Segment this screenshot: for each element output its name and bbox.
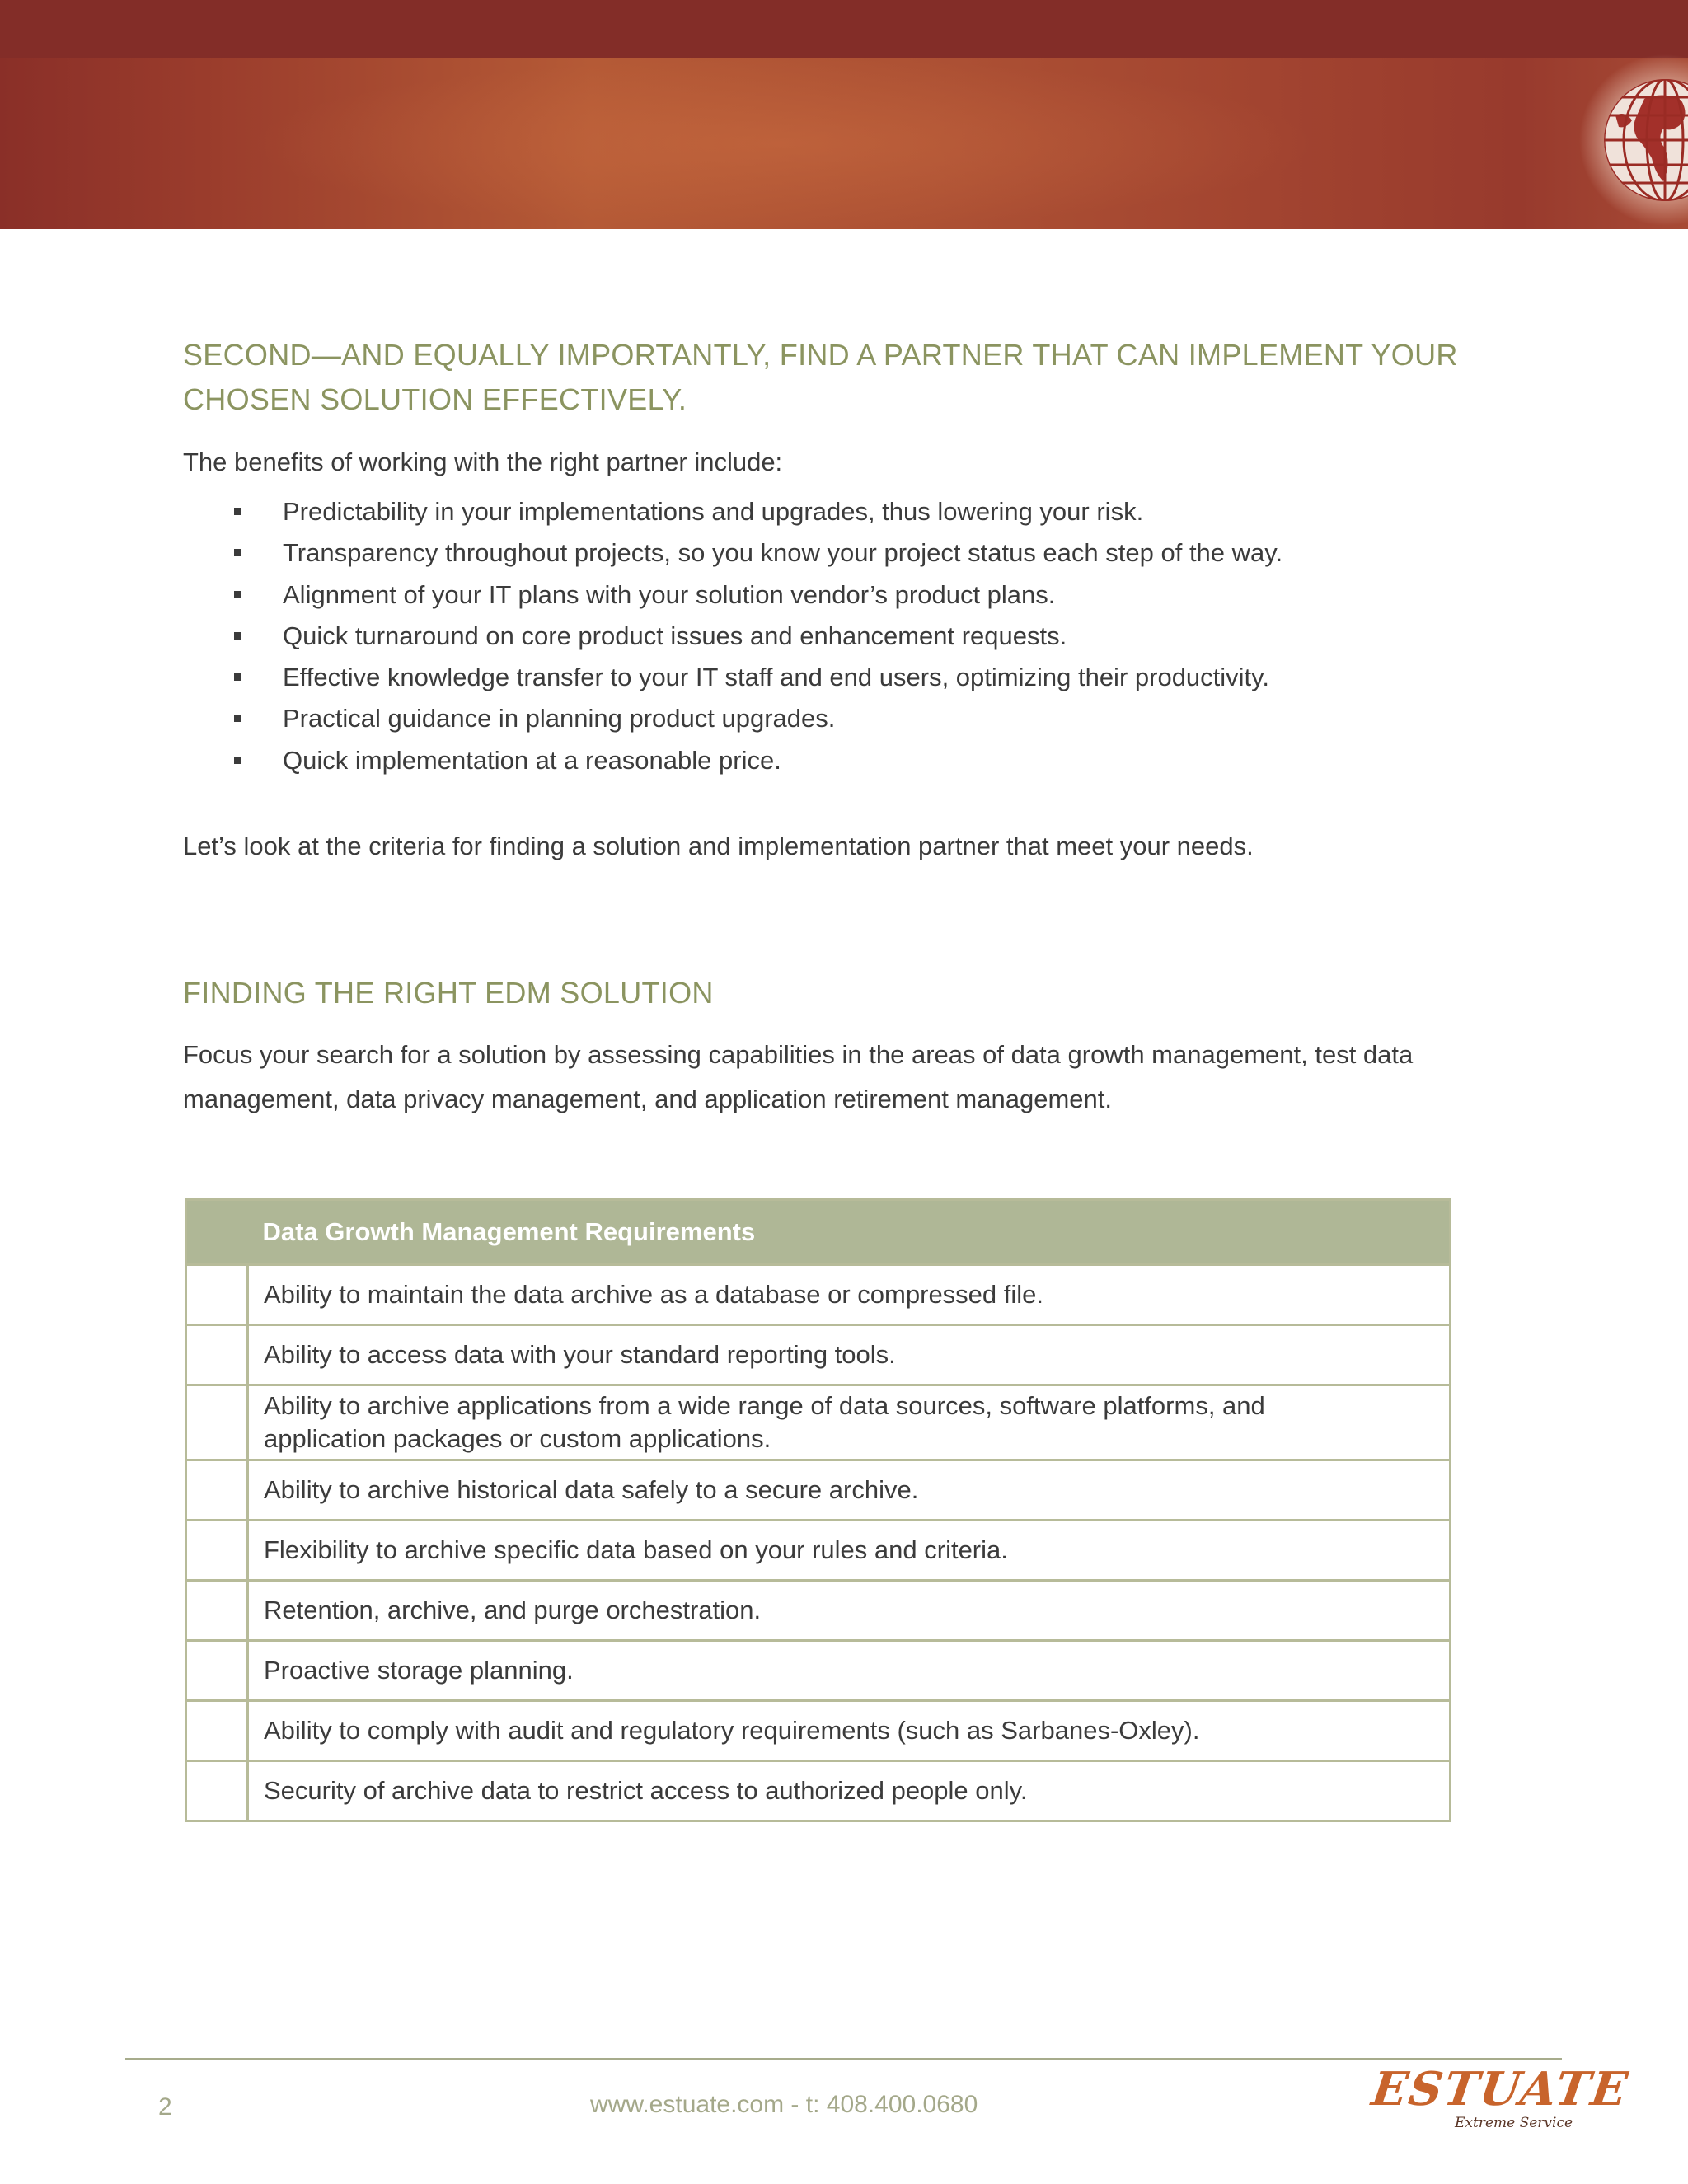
table-row — [186, 1641, 1451, 1701]
list-item-text: Effective knowledge transfer to your IT staff and end users, optimizing their productivity. — [283, 663, 1269, 692]
requirement-cell: Proactive storage planning. — [248, 1641, 1451, 1701]
requirement-cell: Flexibility to archive specific data based on your rules and criteria. — [248, 1521, 1451, 1581]
requirement-cell — [248, 1385, 1451, 1460]
list-item-text: Practical guidance in planning product upgrades. — [283, 704, 836, 733]
list-item-text: Quick turnaround on core product issues and enhancement requests. — [283, 621, 1067, 650]
requirements-table — [185, 1198, 1451, 1822]
edm-paragraph — [183, 1033, 1518, 1122]
requirement-cell: Security of archive data to restrict access to authorized people only. — [248, 1761, 1451, 1821]
globe-icon — [1566, 49, 1688, 229]
square-bullet-icon — [234, 508, 241, 515]
table-header: Data Growth Management Requirements — [248, 1200, 1451, 1265]
section-heading-partner — [183, 333, 1518, 422]
requirement-cell: Ability to access data with your standard reporting tools. — [248, 1325, 1451, 1385]
footer-divider — [125, 2058, 1562, 2060]
banner-glow — [247, 58, 1319, 229]
criteria-intro: Let’s look at the criteria for finding a solution and implementation partner that meet your needs. — [183, 832, 1254, 860]
checkbox-cell — [186, 1265, 248, 1325]
list-item-text: Quick implementation at a reasonable price. — [283, 745, 781, 775]
square-bullet-icon — [234, 673, 241, 681]
table-row — [186, 1521, 1451, 1581]
requirement-cell: Ability to comply with audit and regulatory requirements (such as Sarbanes-Oxley). — [248, 1701, 1451, 1761]
checkbox-cell — [186, 1385, 248, 1460]
list-item — [183, 532, 1518, 574]
page-number: 2 — [158, 2093, 172, 2121]
requirement-cell: Retention, archive, and purge orchestration. — [248, 1581, 1451, 1641]
section-heading-edm: FINDING THE RIGHT EDM SOLUTION — [183, 976, 714, 1010]
checkbox-cell — [186, 1521, 248, 1581]
table-row — [186, 1701, 1451, 1761]
square-bullet-icon — [234, 549, 241, 556]
benefits-intro: The benefits of working with the right partner include: — [183, 448, 783, 476]
header-blank-cell — [186, 1200, 248, 1265]
list-item-text: Transparency throughout projects, so you know your project status each step of the way. — [283, 538, 1283, 568]
requirement-line-1: Ability to archive applications from a wide range of data sources, software platforms, and — [264, 1391, 1265, 1420]
requirement-cell: Ability to maintain the data archive as a database or compressed file. — [248, 1265, 1451, 1325]
table-row — [186, 1761, 1451, 1821]
paragraph-line-1: Focus your search for a solution by assessing capabilities in the areas of data growth management, test data — [183, 1040, 1414, 1069]
square-bullet-icon — [234, 591, 241, 598]
list-item — [183, 574, 1518, 616]
checkbox-cell — [186, 1460, 248, 1521]
list-item — [183, 657, 1518, 698]
estuate-logo: ESTUATE — [1368, 2062, 1633, 2116]
heading-line-2: CHOSEN SOLUTION EFFECTIVELY. — [183, 382, 687, 416]
checkbox-cell — [186, 1325, 248, 1385]
table-row — [186, 1460, 1451, 1521]
list-item-text: Predictability in your implementations and upgrades, thus lowering your risk. — [283, 497, 1144, 526]
square-bullet-icon — [234, 715, 241, 722]
square-bullet-icon — [234, 632, 241, 640]
square-bullet-icon — [234, 757, 241, 764]
requirement-line-2: application packages or custom applications. — [264, 1424, 771, 1453]
banner-top-strip — [0, 0, 1688, 58]
table-row — [186, 1265, 1451, 1325]
table-header-row — [186, 1200, 1451, 1265]
checkbox-cell — [186, 1641, 248, 1701]
table-row — [186, 1325, 1451, 1385]
checkbox-cell — [186, 1701, 248, 1761]
requirement-cell: Ability to archive historical data safely to a secure archive. — [248, 1460, 1451, 1521]
list-item — [183, 616, 1518, 657]
table-row — [186, 1581, 1451, 1641]
checkbox-cell — [186, 1581, 248, 1641]
checkbox-cell — [186, 1761, 248, 1821]
header-banner — [0, 0, 1688, 229]
logo-tagline: Extreme Service — [1455, 2115, 1573, 2131]
list-item-text: Alignment of your IT plans with your solution vendor’s product plans. — [283, 579, 1056, 609]
paragraph-line-2: management, data privacy management, and application retirement management. — [183, 1085, 1112, 1113]
list-item — [183, 491, 1518, 532]
list-item — [183, 740, 1518, 781]
benefits-list — [183, 491, 1518, 781]
heading-line-1: SECOND—AND EQUALLY IMPORTANTLY, FIND A PARTNER THAT CAN IMPLEMENT YOUR — [183, 338, 1458, 372]
table-row — [186, 1385, 1451, 1460]
list-item — [183, 698, 1518, 739]
footer-contact: www.estuate.com - t: 408.400.0680 — [590, 2091, 978, 2118]
